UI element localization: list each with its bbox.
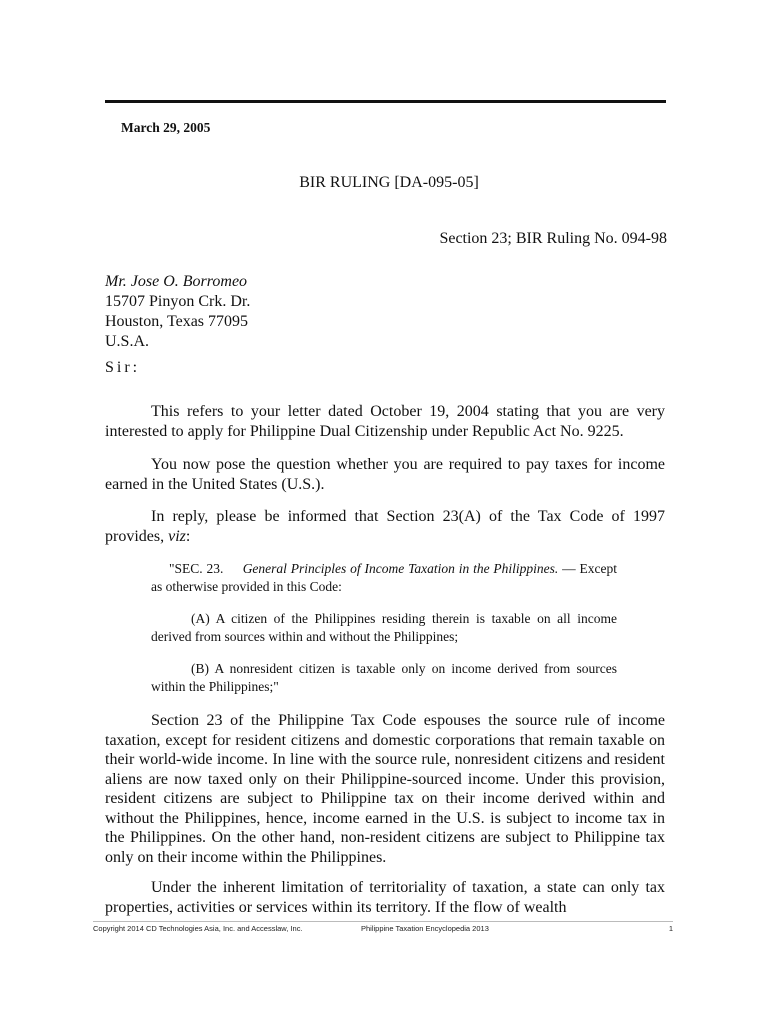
- paragraph-3-end: :: [185, 527, 191, 545]
- paragraph-2: You now pose the question whether you are required to pay taxes for income earned in the United States (U.S.).: [105, 456, 665, 493]
- footer-copyright: Copyright 2014 CD Technologies Asia, Inc. and Accesslaw, Inc.: [93, 924, 303, 933]
- letter-date: March 29, 2005: [121, 120, 211, 135]
- footer-page-number: 1: [668, 924, 673, 933]
- addressee-city: Houston, Texas 77095: [105, 313, 249, 330]
- paragraph-1: This refers to your letter dated October 19, 2004 stating that you are very interested to apply for Philippine Dual Citizenship under Republic Act No. 9225.: [105, 403, 665, 440]
- ruling-reference: Section 23; BIR Ruling No. 094-98: [439, 230, 667, 247]
- quote-clause-a: (A) A citizen of the Philippines residing therein is taxable on all income derived from sources within and without the Philippines;: [151, 611, 617, 644]
- paragraph-5: Under the inherent limitation of territoriality of taxation, a state can only tax properties, activities or services within its territory. If the flow of wealth: [105, 879, 665, 916]
- paragraph-3: [105, 507, 665, 546]
- addressee-block: [105, 272, 250, 352]
- paragraph-4: Section 23 of the Philippine Tax Code espouses the source rule of income taxation, except for resident citizens and domestic corporations that remain taxable on their world-wide income. In line with the source rule, nonresident citizens and resident aliens are now taxed only on their Philippine-sourced income. Under this provision, resident citizens are subject to Philippine tax on their income derived within and without the Philippines, hence, income earned in the U.S. is subject to income tax in the Philippines. On the other hand, non-resident citizens are subject to Philippine tax only on their income within the Philippines.: [105, 712, 665, 866]
- salutation: Sir:: [105, 359, 141, 376]
- quote-section-title: General Principles of Income Taxation in the Philippines.: [242, 561, 559, 576]
- page-footer: [93, 924, 673, 936]
- quote-clause-b: (B) A nonresident citizen is taxable only on income derived from sources within the Philippines;": [151, 661, 617, 694]
- paragraph-3-text: In reply, please be informed that Section 23(A) of the Tax Code of 1997 provides,: [105, 508, 665, 545]
- quote-section-23: [151, 560, 617, 596]
- addressee-street: 15707 Pinyon Crk. Dr.: [105, 293, 251, 310]
- quote-section-rest: — Except as otherwise provided in this Code:: [151, 561, 617, 594]
- header-rule: [105, 100, 666, 103]
- footer-publication: Philippine Taxation Encyclopedia 2013: [361, 924, 489, 933]
- viz-text: viz: [168, 527, 186, 545]
- footer-rule: [93, 921, 673, 922]
- ruling-title: BIR RULING [DA-095-05]: [299, 174, 479, 191]
- addressee-name: Mr. Jose O. Borromeo: [105, 273, 248, 290]
- quote-section-lead: "SEC. 23.: [169, 561, 224, 576]
- addressee-country: U.S.A.: [105, 333, 150, 350]
